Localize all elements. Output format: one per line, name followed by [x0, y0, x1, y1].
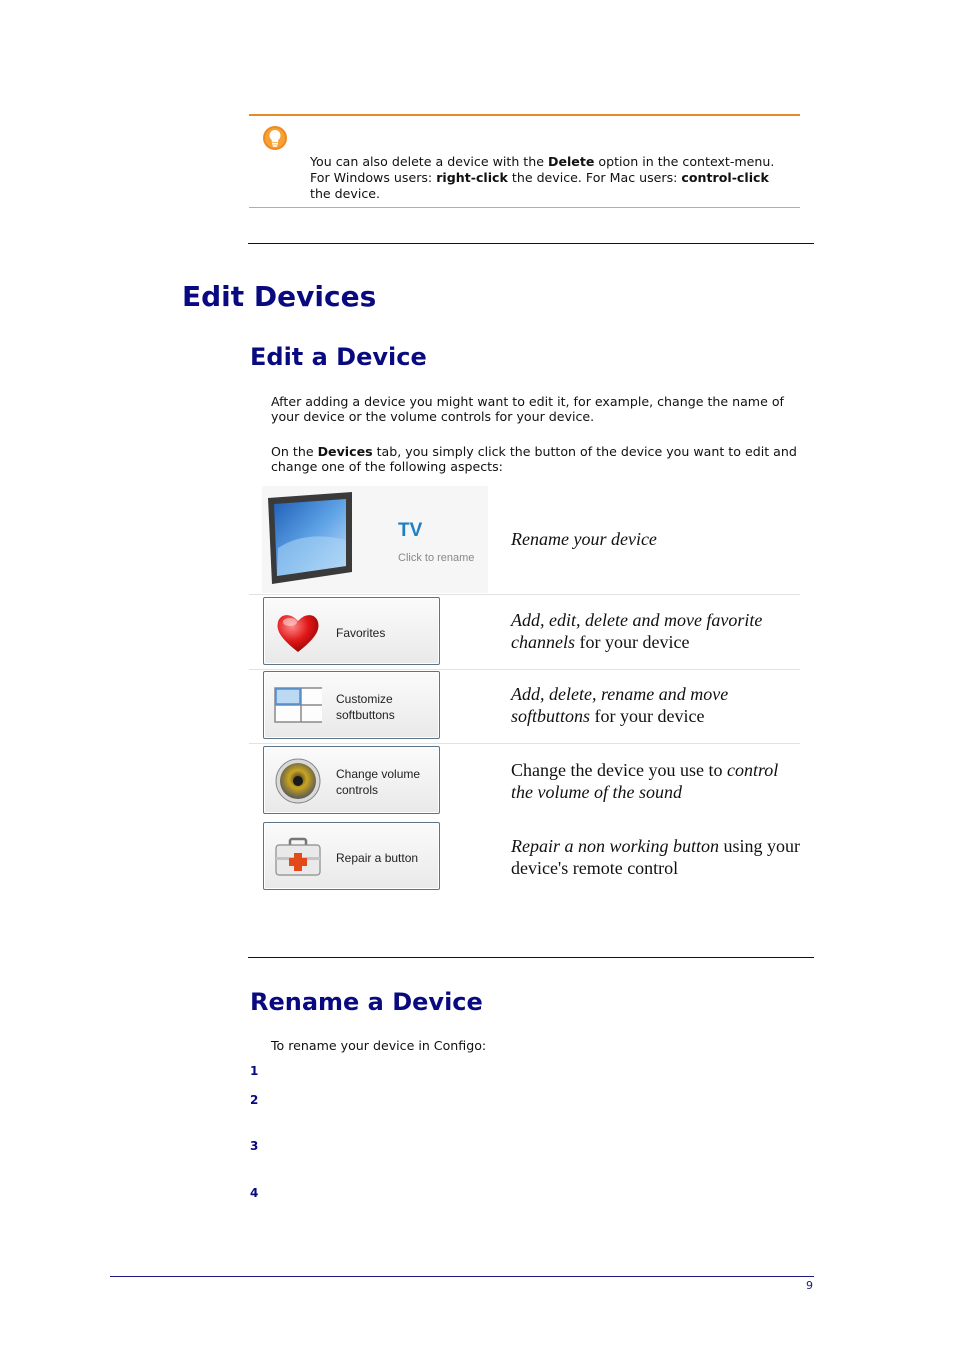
edit-devices-tab-paragraph: On the Devices tab, you simply click the button of the device you want to edit and change one of the following aspects:: [271, 444, 797, 474]
step-number: 2: [250, 1093, 259, 1107]
first-aid-kit-icon: [274, 833, 322, 881]
favorites-button[interactable]: [263, 597, 440, 665]
step-number: 4: [250, 1186, 259, 1200]
row-divider: [249, 669, 800, 670]
tip-bottom-rule: [249, 207, 800, 208]
speaker-icon: [274, 757, 322, 805]
repair-description: Repair a non working button using your device's remote control: [511, 836, 800, 878]
softbuttons-grid-icon: [274, 682, 322, 730]
heart-icon: [274, 608, 322, 656]
customize-softbuttons-button[interactable]: [263, 671, 440, 739]
section-heading-edit: Edit a Device: [250, 343, 427, 371]
rename-intro: To rename your device in Configo:: [271, 1038, 487, 1053]
edit-intro-paragraph: After adding a device you might want to edit it, for example, change the name of your device or the volume controls for your device.: [271, 394, 784, 424]
repair-a-button-label: Repair a button: [336, 851, 419, 865]
repair-a-button-button[interactable]: [263, 822, 440, 890]
lightbulb-icon: [262, 125, 288, 151]
section-divider: [248, 243, 814, 244]
volume-description: Change the device you use to control the volume of the sound: [511, 760, 779, 802]
customize-softbuttons-label: Customize softbuttons: [336, 692, 395, 722]
tip-top-rule: [249, 114, 800, 116]
favorites-description: Add, edit, delete and move favorite channels for your device: [511, 610, 763, 652]
footer-rule: [110, 1276, 814, 1277]
section-heading-rename: Rename a Device: [250, 988, 483, 1016]
change-volume-label: Change volume controls: [336, 767, 421, 797]
section-divider: [248, 957, 814, 958]
row-divider: [249, 743, 800, 744]
tv-device-card[interactable]: [262, 486, 488, 593]
row-divider: [249, 594, 800, 595]
tv-rename-hint: Click to rename: [398, 552, 475, 564]
favorites-label: Favorites: [336, 626, 386, 640]
softbuttons-description: Add, delete, rename and move softbuttons for your device: [511, 684, 729, 726]
change-volume-controls-button[interactable]: [263, 746, 440, 814]
step-number: 1: [250, 1064, 259, 1078]
tip-text: You can also delete a device with the Delete option in the context-menu. For Windows users: right-click the device. For Mac users: control-click the device.: [310, 154, 775, 201]
page-number: 9: [806, 1279, 813, 1292]
page-title: Edit Devices: [182, 280, 377, 313]
rename-description: Rename your device: [511, 529, 657, 549]
tv-icon: [266, 490, 352, 586]
step-number: 3: [250, 1139, 259, 1153]
tv-device-name: TV: [398, 520, 423, 541]
